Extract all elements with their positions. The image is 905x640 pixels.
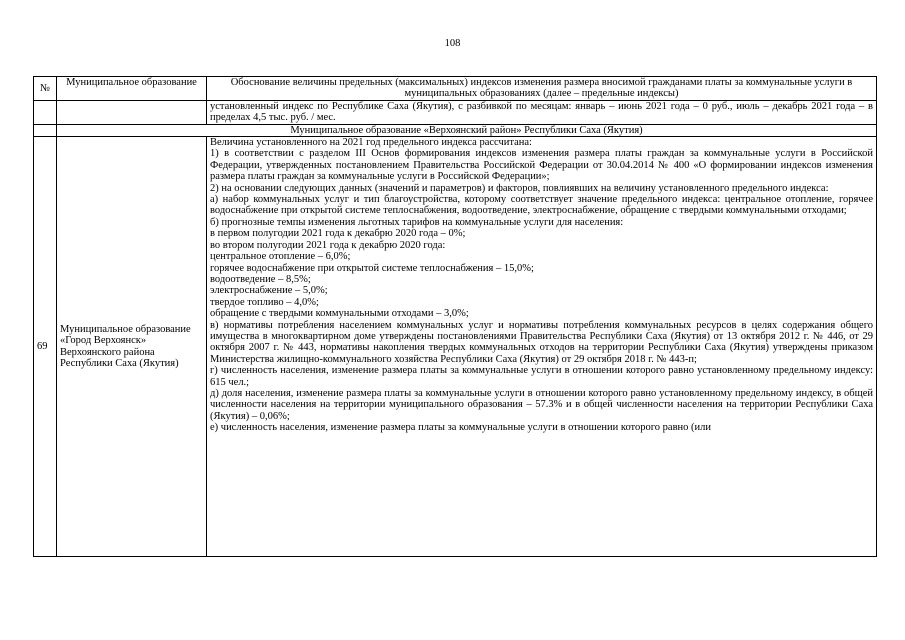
row-number: 69 bbox=[34, 137, 57, 557]
header-justification: Обоснование величины предельных (максимальных) индексов изменения размера вносимой гражданами платы за коммунальные услуги в муниципальных образованиях (далее – предельные индексы) bbox=[207, 77, 877, 101]
section-number-cell bbox=[34, 124, 57, 136]
header-number: № bbox=[34, 77, 57, 101]
section-title-row bbox=[34, 124, 877, 136]
continuation-number-cell bbox=[34, 100, 57, 124]
table-header-row bbox=[34, 77, 877, 101]
paragraph: б) прогнозные темпы изменения льготных тарифов на коммунальные услуги для населения: bbox=[210, 216, 624, 228]
paragraph: а) набор коммунальных услуг и тип благоустройства, которому соответствует значение предельного индекса: центральное отопление, горячее водоснабжение при открытой системе теплоснабжения, водоотведение, электроснабжение, обращение с твердыми коммунальными отходами; bbox=[210, 194, 873, 217]
paragraph: в первом полугодии 2021 года к декабрю 2020 года – 0%; bbox=[210, 228, 466, 240]
continuation-municipality-cell bbox=[57, 100, 207, 124]
paragraph: твердое топливо – 4,0%; bbox=[210, 296, 319, 308]
header-municipality: Муниципальное образование bbox=[57, 77, 207, 101]
paragraph: водоотведение – 8,5%; bbox=[210, 273, 311, 285]
paragraph: центральное отопление – 6,0%; bbox=[210, 251, 351, 263]
row-municipality: Муниципальное образование «Город Верхоянск» Верхоянского района Республики Саха (Якутия) bbox=[57, 137, 207, 557]
paragraph: Величина установленного на 2021 год предельного индекса рассчитана: bbox=[210, 137, 532, 149]
paragraph: г) численность населения, изменение размера платы за коммунальные услуги в отношении которого равно установленному предельному индексу: 615 чел.; bbox=[210, 365, 873, 388]
page-number: 108 bbox=[444, 38, 461, 49]
row-justification-cell bbox=[207, 137, 877, 557]
justification-table bbox=[33, 76, 877, 557]
paragraph: е) численность населения, изменение размера платы за коммунальные услуги в отношении которого равно (или bbox=[210, 422, 712, 434]
justification-paragraphs bbox=[210, 137, 873, 556]
paragraph: горячее водоснабжение при открытой системе теплоснабжения – 15,0%; bbox=[210, 262, 534, 274]
paragraph: 1) в соответствии с разделом III Основ формирования индексов изменения размера платы граждан за коммунальные услуги в Российской Федерации, утвержденных постановлением Правительства Российской Федерации от 30.04.2014 № 400 «О формировании индексов изменения размера платы граждан за коммунальные услуги в Российской Федерации»; bbox=[210, 148, 873, 183]
paragraph: электроснабжение – 5,0%; bbox=[210, 285, 328, 297]
continuation-row bbox=[34, 100, 877, 124]
section-title: Муниципальное образование «Верхоянский район» Республики Саха (Якутия) bbox=[57, 124, 877, 136]
paragraph: в) нормативы потребления населением коммунальных услуг и нормативы потребления коммунальных ресурсов в целях содержания общего имущества в многоквартирном доме утверждены постановлениями Правительства Республики Саха (Якутия) от 13 октября 2012 г. № 446, от 29 октября 2007 г. № 443, нормативы накопления твердых коммунальных отходов на территории Республики Саха (Якутия) утверждены приказом Министерства жилищно-коммунального хозяйства Республики Саха (Якутия) от 29 октября 2018 г. № 443-п; bbox=[210, 319, 873, 365]
table-row bbox=[34, 137, 877, 557]
paragraph: д) доля населения, изменение размера платы за коммунальные услуги в отношении которого равно установленному предельному индексу, в общей численности населения на территории муниципального образования – 57.3% и в общей численности населения на территории Республики Саха (Якутия) – 0,06%; bbox=[210, 387, 873, 422]
paragraph: во втором полугодии 2021 года к декабрю 2020 года: bbox=[210, 239, 446, 251]
paragraph: 2) на основании следующих данных (значений и параметров) и факторов, повлиявших на величину установленного предельного индекса: bbox=[210, 182, 829, 194]
paragraph: обращение с твердыми коммунальными отходами – 3,0%; bbox=[210, 308, 469, 320]
continuation-text: установленный индекс по Республике Саха (Якутия), с разбивкой по месяцам: январь – июнь 2021 года – 0 руб., июль – декабрь 2021 года – в пределах 4,5 тыс. руб. / мес. bbox=[207, 100, 877, 124]
